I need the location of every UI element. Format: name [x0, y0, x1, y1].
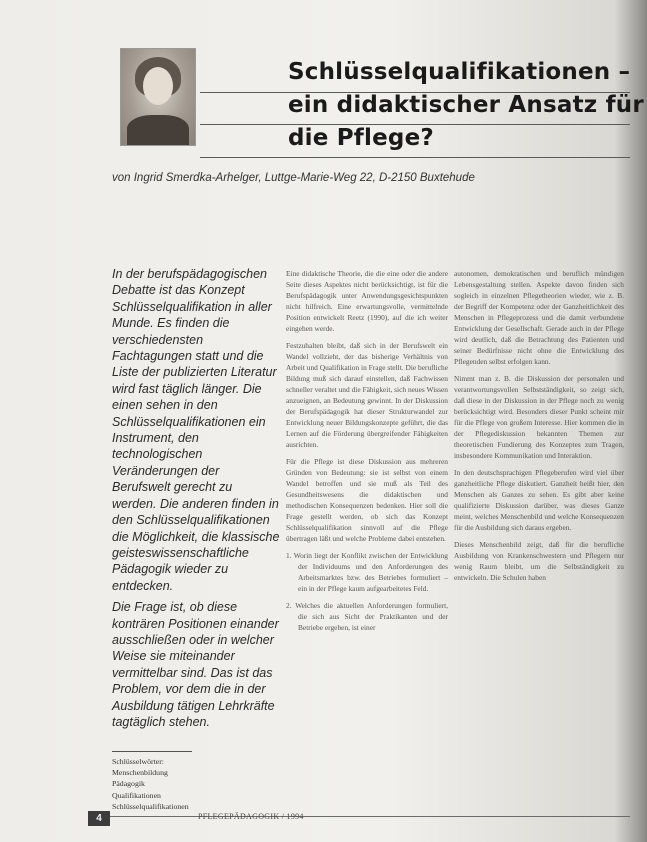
abstract-paragraph-2: Die Frage ist, ob diese konträren Positionen einander ausschließen oder in welcher Weise sie miteinander vermittelbar sind. Das ist das Problem, vor dem die in der Ausbildung tätigen Lehrkräfte tagtäglich stehen.	[112, 600, 279, 729]
title-line-2: ein didaktischer Ansatz für	[288, 92, 644, 118]
body-column-2	[454, 268, 624, 589]
col2-paragraph-3: In den deutschsprachigen Pflegeberufen wird viel über ganzheitliche Pflege diskutiert. Ganzheit heißt hier, den Menschen als Ganzes zu sehen. Es gibt aber keine qualifizierte Diskussion darüber, was dieses Ganze meint, welches Menschenbild und welche Konsequenzen für die Ausbildung sich daraus ergeben.	[454, 468, 624, 532]
keyword-item: Schlüsselwörter:	[112, 757, 164, 766]
col1-list-item-1: 1. Worin liegt der Konflikt zwischen der Entwicklung der Individuums und den Anforderungen des Arbeitsmarktes bzw. des Betriebes formuliert – ein in der Pflege kaum aufgearbeitetes Feld.	[286, 551, 448, 593]
body-column-1	[286, 268, 448, 639]
keywords-rule	[112, 751, 192, 752]
journal-name: PFLEGEPÄDAGOGIK / 1994	[198, 812, 304, 821]
keywords-list	[112, 756, 262, 812]
col1-list-item-2: 2. Welches die aktuellen Anforderungen formuliert, die sich aus Sicht der Praktikanten und der Betriebe ergeben, ist einer	[286, 601, 448, 632]
page-number: 4	[88, 811, 110, 826]
title-line-3: die Pflege?	[288, 125, 434, 151]
photo-shirt	[127, 115, 189, 146]
title-rule-3	[200, 157, 630, 158]
col1-paragraph-1: Eine didaktische Theorie, die die eine oder die andere Seite dieses Aspektes nicht berücksichtigt, ist für die Berufspädagogik unter Anwendungsgesichtspunkten nicht hilfreich. Eine erwartungsvolle, vermittelnde Position entwickelt Reetz (1990), auf die ich weiter eingehen werde.	[286, 269, 448, 333]
abstract-paragraph-1: In der berufspädagogischen Debatte ist das Konzept Schlüsselqualifikation in aller Munde. Es finden die verschiedensten Fachtagungen statt und die Liste der publizierten Literatur wird fast täglich länger. Die einen sehen in den Schlüsselqualifikationen ein Instrument, den technologischen Veränderungen der Berufswelt gerecht zu werden. Die anderen finden in den Schlüsselqualifikationen die Möglichkeit, die klassische geisteswissenschaftliche Pädagogik wieder zu entdecken.	[112, 267, 280, 593]
col1-paragraph-3: Für die Pflege ist diese Diskussion aus mehreren Gründen von Bedeutung: sie ist selbst von einem Wandel betroffen und sie muß als Teil des Gesundheitswesens die didaktischen und methodischen Konsequenzen bedenken. Hier soll die Frage gestellt werden, ob sich das Konzept Schlüsselqualifikation sinnvoll auf die Pflege übertragen läßt und welche Probleme dabei entstehen.	[286, 457, 448, 543]
title-line-1: Schlüsselqualifikationen –	[288, 59, 631, 85]
keyword-item: Qualifikationen	[112, 790, 161, 800]
photo-face	[143, 67, 173, 105]
author-line: von Ingrid Smerdka-Arhelger, Luttge-Marie-Weg 22, D-2150 Buxtehude	[112, 172, 475, 184]
keyword-item: Menschenbildung	[112, 768, 168, 778]
col2-paragraph-1: autonomen, demokratischen und beruflich mündigen Lebensgestaltung stellen. Aspekte davon finden sich sogleich in einzelnen Pflegetheorien wieder, wie z. B. der Begriff der Kompetenz oder der Ganzheitlichkeit des Menschen in Pflegeprozess und die damit verbundene Entwicklung der Gesellschaft. Gerade auch in der Pflege wird deutlich, daß die Betrachtung des Patienten und seiner Bedürfnisse nicht ohne die Entwicklung des Pflegenden selbst erfolgen kann.	[454, 269, 624, 366]
keyword-item: Schlüsselqualifikationen	[112, 801, 189, 811]
col1-paragraph-2: Festzuhalten bleibt, daß sich in der Berufswelt ein Wandel vollzieht, der das bisherige Verhältnis von Arbeit und Qualifikation in Frage stellt. Die berufliche Bildung muß sich darauf einstellen, daß Fachwissen schneller veraltet und die Fähigkeit, sich neues Wissen anzueignen, an Bedeutung gewinnt. In der Diskussion der Berufspädagogik hat dieser Strukturwandel zur Entwicklung neuer Bildungskonzepte geführt, die das Lernen auf die Förderung übergreifender Fähigkeiten ausrichten.	[286, 341, 448, 449]
abstract	[112, 266, 280, 735]
keyword-item: Pädagogik	[112, 779, 145, 789]
col2-paragraph-2: Nimmt man z. B. die Diskussion der personalen und verantwortungsvollen Selbstständigkeit, so zeigt sich, daß diese in der Diskussion in der Pflege noch zu wenig berücksichtigt wird. Besonders dieser Punkt scheint mir für die Pflege von großem Interesse. Hier kommen die in der Pflegediskussion bekannten Themen zur theoretischen Fundierung des Konzeptes zum Tragen, insbesondere Kommunikation und Interaktion.	[454, 374, 624, 460]
article-title	[288, 56, 644, 155]
author-photo	[120, 48, 196, 146]
footer-rule	[110, 816, 630, 817]
col2-paragraph-4: Dieses Menschenbild zeigt, daß für die berufliche Ausbildung von Krankenschwestern und Pflegern nur wenig Raum bleibt, um die Selbständigkeit zu entwickeln. Die Schulen haben	[454, 540, 624, 582]
